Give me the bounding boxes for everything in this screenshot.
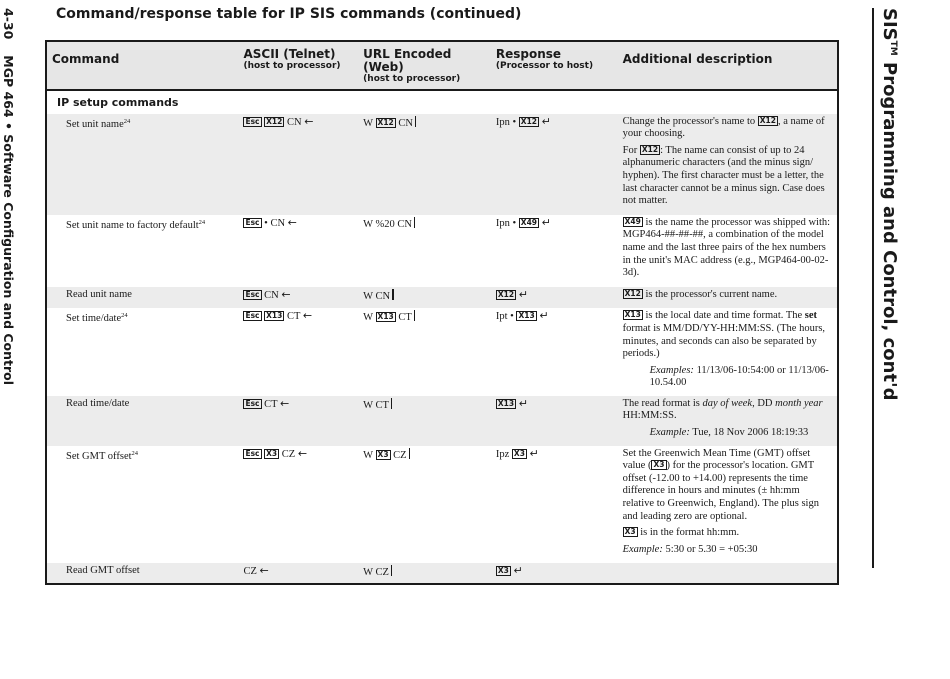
ascii-cell: CZ ←	[238, 563, 358, 584]
x12-key: X12	[520, 116, 538, 126]
pipe-icon	[414, 310, 416, 321]
response-cell	[491, 396, 618, 446]
x49-key: X49	[624, 216, 641, 226]
x3-key: X3	[377, 449, 389, 459]
header-command: Command	[46, 41, 238, 90]
table-header-row	[46, 41, 838, 90]
table-row	[46, 287, 838, 309]
table-row	[46, 215, 838, 287]
command-cell: Read GMT offset	[46, 563, 238, 584]
ascii-cell: Esc • CN ←	[245, 215, 297, 229]
page-title: Command/response table for IP SIS commands (continued)	[56, 6, 522, 22]
response-cell: Ipn • X12 ↵	[491, 114, 618, 215]
x13-key: X13	[497, 398, 515, 408]
command-cell: Set unit name$^{24}$	[46, 114, 238, 215]
return-icon: ↵	[518, 287, 528, 301]
return-icon: ↵	[513, 564, 523, 578]
pipe-icon	[391, 565, 393, 576]
footnote-ref: 24	[123, 117, 131, 125]
command-cell: Read time/date	[46, 396, 238, 446]
x3-key: X3	[497, 566, 509, 576]
group-title: IP setup commands	[57, 96, 179, 109]
command-cell: Set GMT offset$^{24}$	[66, 449, 139, 462]
esc-key: Esc	[245, 217, 260, 227]
table-row	[46, 446, 838, 564]
esc-key: Esc	[245, 311, 260, 321]
command-cell: Read unit name	[46, 287, 238, 309]
left-arrow-icon: ←	[297, 446, 308, 460]
response-cell: Ipz X3 ↵	[495, 446, 539, 460]
left-arrow-icon: ←	[302, 309, 313, 323]
trademark-mark: TM	[888, 40, 898, 56]
x3-key: X3	[653, 460, 665, 470]
ascii-cell: Esc X3 CZ ←	[245, 446, 308, 460]
x49-key: X49	[520, 217, 538, 227]
url-cell: W CZ	[358, 563, 491, 584]
footnote-ref: 24	[131, 449, 139, 457]
ascii-cell: Esc X12 CN ←	[238, 114, 358, 215]
footnote-ref: 24	[121, 312, 128, 320]
header-ascii-sub: (host to processor)	[243, 61, 341, 71]
return-icon: ↵	[529, 446, 539, 460]
table-row	[46, 396, 838, 446]
return-icon: ↵	[539, 309, 549, 323]
description-cell: X49 is the name the processor was shipped with: MGP464-##-##-##, a combination of the model name and the last three pairs of the hex numbers in the unit's MAC address (e.g., MGP464-00-02-3d).	[622, 216, 831, 279]
description-cell: Set the Greenwich Mean Time (GMT) offset value ( X3 ) for the processor's location. GMT offset (-12.00 to +14.00) represents the time difference in hours and minutes (± hh:mm relative to Greenwich, England). The plus sign and leading zero are optional. X3 is in the format hh:mm. Example: 5:30 or 5.30 = +05:30	[622, 447, 819, 555]
header-url-sub: (host to processor)	[363, 74, 461, 84]
page-number: 4-30	[1, 8, 16, 40]
header-url: URL Encoded (Web) (host to processor)	[358, 41, 491, 90]
response-cell: Ipn • X49 ↵	[495, 215, 551, 229]
left-arrow-icon: ←	[287, 215, 297, 229]
header-ascii: ASCII (Telnet) (host to processor)	[238, 41, 358, 90]
return-icon: ↵	[518, 396, 528, 410]
x12-key: X12	[641, 144, 659, 154]
table-row	[46, 308, 838, 396]
header-response: Response (Processor to host)	[491, 41, 618, 90]
pipe-icon	[392, 289, 394, 300]
x3-key: X3	[266, 448, 278, 458]
esc-key: Esc	[245, 289, 260, 299]
x12-key: X12	[377, 117, 394, 127]
x12-key: X12	[497, 289, 515, 299]
x13-key: X13	[624, 310, 641, 320]
command-table	[45, 40, 839, 585]
running-header	[1, 8, 16, 385]
url-cell: W X13 CT	[358, 308, 491, 396]
esc-key: Esc	[245, 116, 260, 126]
command-cell: Set unit name to factory default$^{24}$	[66, 218, 206, 231]
pipe-icon	[391, 398, 393, 409]
url-cell: W %20 CN	[358, 215, 491, 287]
description-cell: Change the processor's name to X12 , a name of your choosing. For X12 : The name can consist of up to 24 alphanumeric characters (and the minus sign/ hyphen). The first character must be a letter, the last character cannot be a minus sign. Case does not matter.	[618, 114, 838, 215]
command-cell: Set time/date$^{24}$	[66, 312, 128, 325]
x12-key: X12	[624, 288, 641, 298]
ascii-cell: Esc CN ←	[238, 287, 358, 309]
table-row	[46, 114, 838, 215]
x12-key: X12	[759, 115, 776, 125]
section-title-sis: SIS	[879, 8, 900, 41]
left-arrow-icon: ←	[281, 287, 291, 301]
x3-key: X3	[624, 527, 636, 537]
table-row	[46, 563, 838, 584]
section-title-rest: Programming and Control, cont'd	[879, 55, 900, 401]
group-row	[46, 90, 838, 114]
section-title	[879, 8, 900, 400]
ascii-cell: Esc CT ←	[238, 396, 358, 446]
ascii-cell: Esc X13 CT ←	[245, 309, 313, 323]
response-cell: Ipt • X13 ↵	[495, 309, 549, 323]
left-arrow-icon: ←	[304, 114, 314, 128]
pipe-icon	[409, 448, 411, 459]
x13-key: X13	[518, 311, 535, 321]
return-icon: ↵	[541, 114, 551, 128]
esc-key: Esc	[245, 448, 260, 458]
url-cell: W X12 CN	[358, 114, 491, 215]
left-margin	[0, 0, 24, 679]
description-cell: The read format is day of week, DD month year HH:MM:SS. Example: Tue, 18 Nov 2006 18:19:33	[618, 396, 838, 446]
url-cell: W CT	[358, 396, 491, 446]
x13-key: X13	[266, 311, 283, 321]
url-cell: W CN	[358, 287, 491, 309]
pipe-icon	[415, 116, 417, 127]
description-cell	[618, 563, 838, 584]
x12-key: X12	[266, 116, 283, 126]
return-icon: ↵	[541, 215, 551, 229]
url-cell: W X3 CZ	[358, 446, 491, 564]
margin-rule	[872, 8, 874, 568]
header-description: Additional description	[618, 41, 838, 90]
header-response-sub: (Processor to host)	[495, 61, 594, 71]
pipe-icon	[414, 217, 416, 228]
esc-key: Esc	[245, 398, 260, 408]
footnote-ref: 24	[198, 218, 206, 226]
left-arrow-icon: ←	[259, 564, 269, 578]
left-arrow-icon: ←	[279, 396, 290, 410]
running-title: MGP 464 • Software Configuration and Control	[1, 55, 16, 386]
response-cell	[491, 287, 618, 309]
x3-key: X3	[513, 448, 525, 458]
description-cell: X13 is the local date and time format. The set format is MM/DD/YY-HH:MM:SS. (The hours, minutes, and seconds can also be separated by periods.) Examples: 11/13/06-10:54:00 or 11/13/06-10.54.00	[622, 310, 829, 389]
x13-key: X13	[377, 312, 394, 322]
response-cell	[491, 563, 618, 584]
description-cell: X12 is the processor's current name.	[618, 287, 838, 309]
